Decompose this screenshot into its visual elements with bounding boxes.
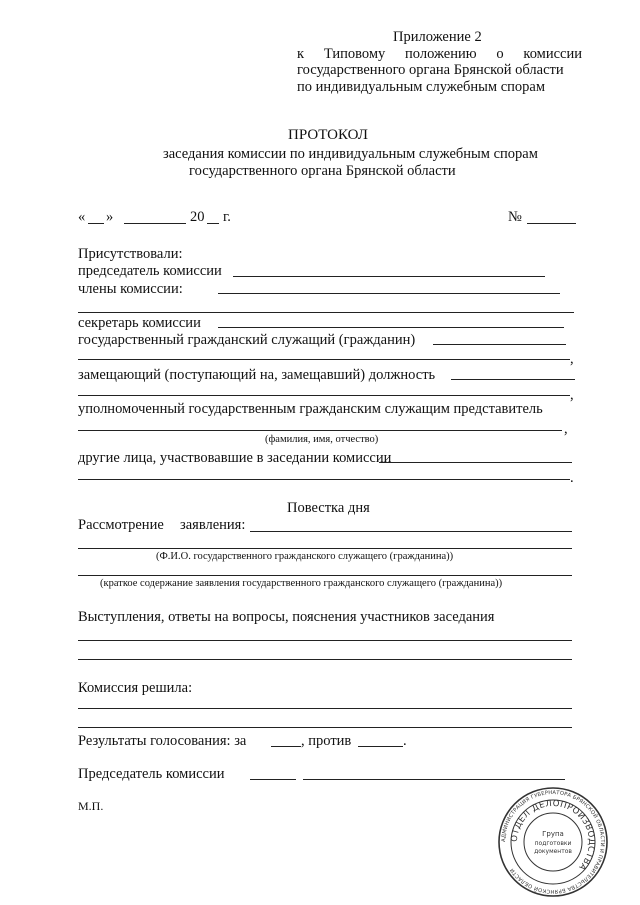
attendance-heading: Присутствовали: (78, 246, 183, 262)
civil-servant-label: государственный гражданский служащий (гражданин) (78, 332, 416, 348)
stamp-ring-text: ОТДЕЛ ДЕЛОПРОИЗВОДСТВА (509, 798, 597, 873)
others-field-2[interactable] (78, 479, 570, 480)
appendix-title: Приложение 2 (393, 29, 482, 45)
speeches-field-1[interactable] (78, 640, 572, 641)
consideration-label: Рассмотрение (78, 517, 164, 533)
statement-field-2[interactable] (78, 548, 572, 549)
year-prefix: 20 (190, 209, 205, 225)
comma-1: , (570, 351, 574, 367)
comma-3: , (564, 421, 568, 437)
number-label: № (508, 209, 522, 225)
members-label: члены комиссии: (78, 281, 183, 297)
secretary-field[interactable] (218, 327, 564, 328)
appendix-line-2: к Типовому положению о комиссии (297, 45, 582, 62)
department-stamp-icon (497, 786, 609, 898)
protocol-subtitle-2: государственного органа Брянской области (189, 163, 456, 179)
protocol-title: ПРОТОКОЛ (288, 127, 368, 143)
statement-label: заявления: (180, 517, 246, 533)
secretary-label: секретарь комиссии (78, 315, 201, 331)
representative-field[interactable] (78, 430, 562, 431)
decision-field-2[interactable] (78, 727, 572, 728)
protocol-subtitle-1: заседания комиссии по индивидуальным служебным спорам (163, 146, 538, 162)
votes-for-field[interactable] (271, 746, 301, 747)
voting-against-label: , против (301, 733, 352, 749)
appendix-block (297, 29, 582, 95)
others-field-1[interactable] (379, 462, 572, 463)
chairman-signature-field[interactable] (250, 779, 296, 780)
statement-summary-field[interactable] (78, 575, 572, 576)
speeches-label: Выступления, ответы на вопросы, пояснения участников заседания (78, 609, 495, 625)
year-suffix: г. (223, 209, 231, 225)
stamp-center-line-3: документов (534, 848, 572, 855)
chairman-sign-label: Председатель комиссии (78, 766, 225, 782)
members-field-1[interactable] (218, 293, 560, 294)
chairman-field[interactable] (233, 276, 545, 277)
appendix-line-3: государственного органа Брянской области (297, 62, 564, 78)
agenda-fio-caption: (Ф.И.О. государственного гражданского служащего (гражданина)) (156, 551, 454, 562)
position-field-2[interactable] (78, 395, 570, 396)
agenda-heading: Повестка дня (287, 500, 370, 516)
appendix-line-4: по индивидуальным служебным спорам (297, 78, 546, 95)
votes-against-field[interactable] (358, 746, 403, 747)
decision-field-1[interactable] (78, 708, 572, 709)
voting-label: Результаты голосования: за (78, 733, 247, 749)
date-close-quote: » (106, 209, 114, 225)
stamp-center-line-2: подготовки (534, 840, 572, 847)
seal-place-label: М.П. (78, 799, 104, 813)
period-1: . (570, 470, 574, 486)
civil-servant-field-2[interactable] (78, 359, 570, 360)
statement-field-1[interactable] (250, 531, 572, 532)
chairman-label: председатель комиссии (78, 263, 222, 279)
civil-servant-field-1[interactable] (433, 344, 566, 345)
day-field[interactable] (88, 223, 104, 224)
decision-label: Комиссия решила: (78, 680, 193, 696)
year-field[interactable] (207, 223, 219, 224)
position-field-1[interactable] (451, 379, 575, 380)
number-field[interactable] (527, 223, 576, 224)
stamp-center-line-1: Група (542, 830, 564, 838)
position-label: замещающий (поступающий на, замещавший) должность (78, 367, 436, 383)
members-field-2[interactable] (78, 312, 574, 313)
representative-label: уполномоченный государственным гражданским служащим представитель (78, 401, 543, 417)
date-open-quote: « (78, 209, 86, 225)
month-field[interactable] (124, 223, 186, 224)
others-label: другие лица, участвовавшие в заседании комиссии (78, 450, 392, 466)
voting-end: . (403, 733, 407, 749)
stamp-outer-text: АДМИНИСТРАЦИЯ ГУБЕРНАТОРА БРЯНСКОЙ ОБЛАСТИ И ПРАВИТЕЛЬСТВА БРЯНСКОЙ ОБЛАСТИ (500, 789, 606, 895)
chairman-name-field[interactable] (303, 779, 565, 780)
speeches-field-2[interactable] (78, 659, 572, 660)
comma-2: , (570, 387, 574, 403)
representative-fio-caption: (фамилия, имя, отчество) (265, 434, 379, 445)
agenda-summary-caption: (краткое содержание заявления государственного гражданского служащего (гражданина)) (100, 578, 503, 589)
